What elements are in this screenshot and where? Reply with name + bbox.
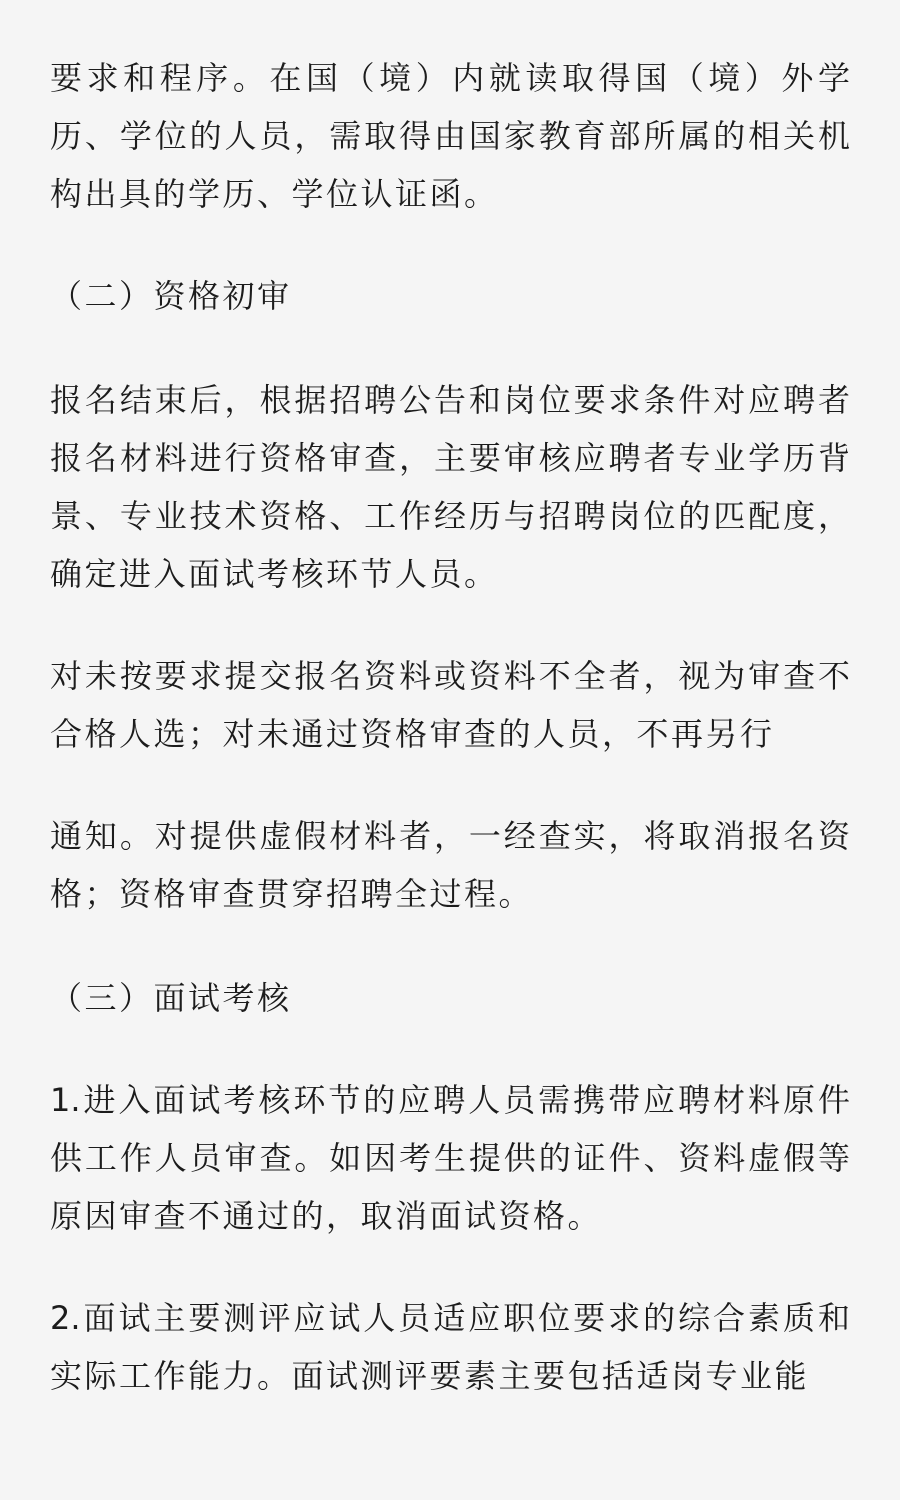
list-item-line: 1.进入面试考核环节的应聘人员需携带应聘材料原件	[50, 1081, 850, 1119]
paragraph-line: 构出具的学历、学位认证函。	[50, 175, 499, 213]
paragraph-line: 格；资格审查贯穿招聘全过程。	[50, 875, 534, 913]
paragraph-line: 要求和程序。在国（境）内就读取得国（境）外学	[50, 59, 850, 97]
paragraph-line: 确定进入面试考核环节人员。	[50, 555, 499, 593]
list-item-line: 供工作人员审查。如因考生提供的证件、资料虚假等	[50, 1139, 850, 1177]
paragraph-line: 合格人选；对未通过资格审查的人员，不再另行	[50, 715, 775, 753]
paragraph-line: 景、专业技术资格、工作经历与招聘岗位的匹配度，	[50, 497, 850, 535]
list-item-line: 实际工作能力。面试测评要素主要包括适岗专业能	[50, 1357, 810, 1395]
list-item-line: 原因审查不通过的，取消面试资格。	[50, 1197, 603, 1235]
paragraph-line: 对未按要求提交报名资料或资料不全者，视为审查不	[50, 657, 850, 695]
section-heading-3: （三）面试考核	[50, 979, 292, 1017]
paragraph-line: 通知。对提供虚假材料者，一经查实，将取消报名资	[50, 817, 850, 855]
list-item-line: 2.面试主要测评应试人员适应职位要求的综合素质和	[50, 1299, 850, 1337]
section-heading-2: （二）资格初审	[50, 277, 292, 315]
paragraph-line: 报名材料进行资格审查，主要审核应聘者专业学历背	[50, 439, 850, 477]
paragraph-line: 历、学位的人员，需取得由国家教育部所属的相关机	[50, 117, 850, 155]
paragraph-line: 报名结束后，根据招聘公告和岗位要求条件对应聘者	[50, 381, 850, 419]
